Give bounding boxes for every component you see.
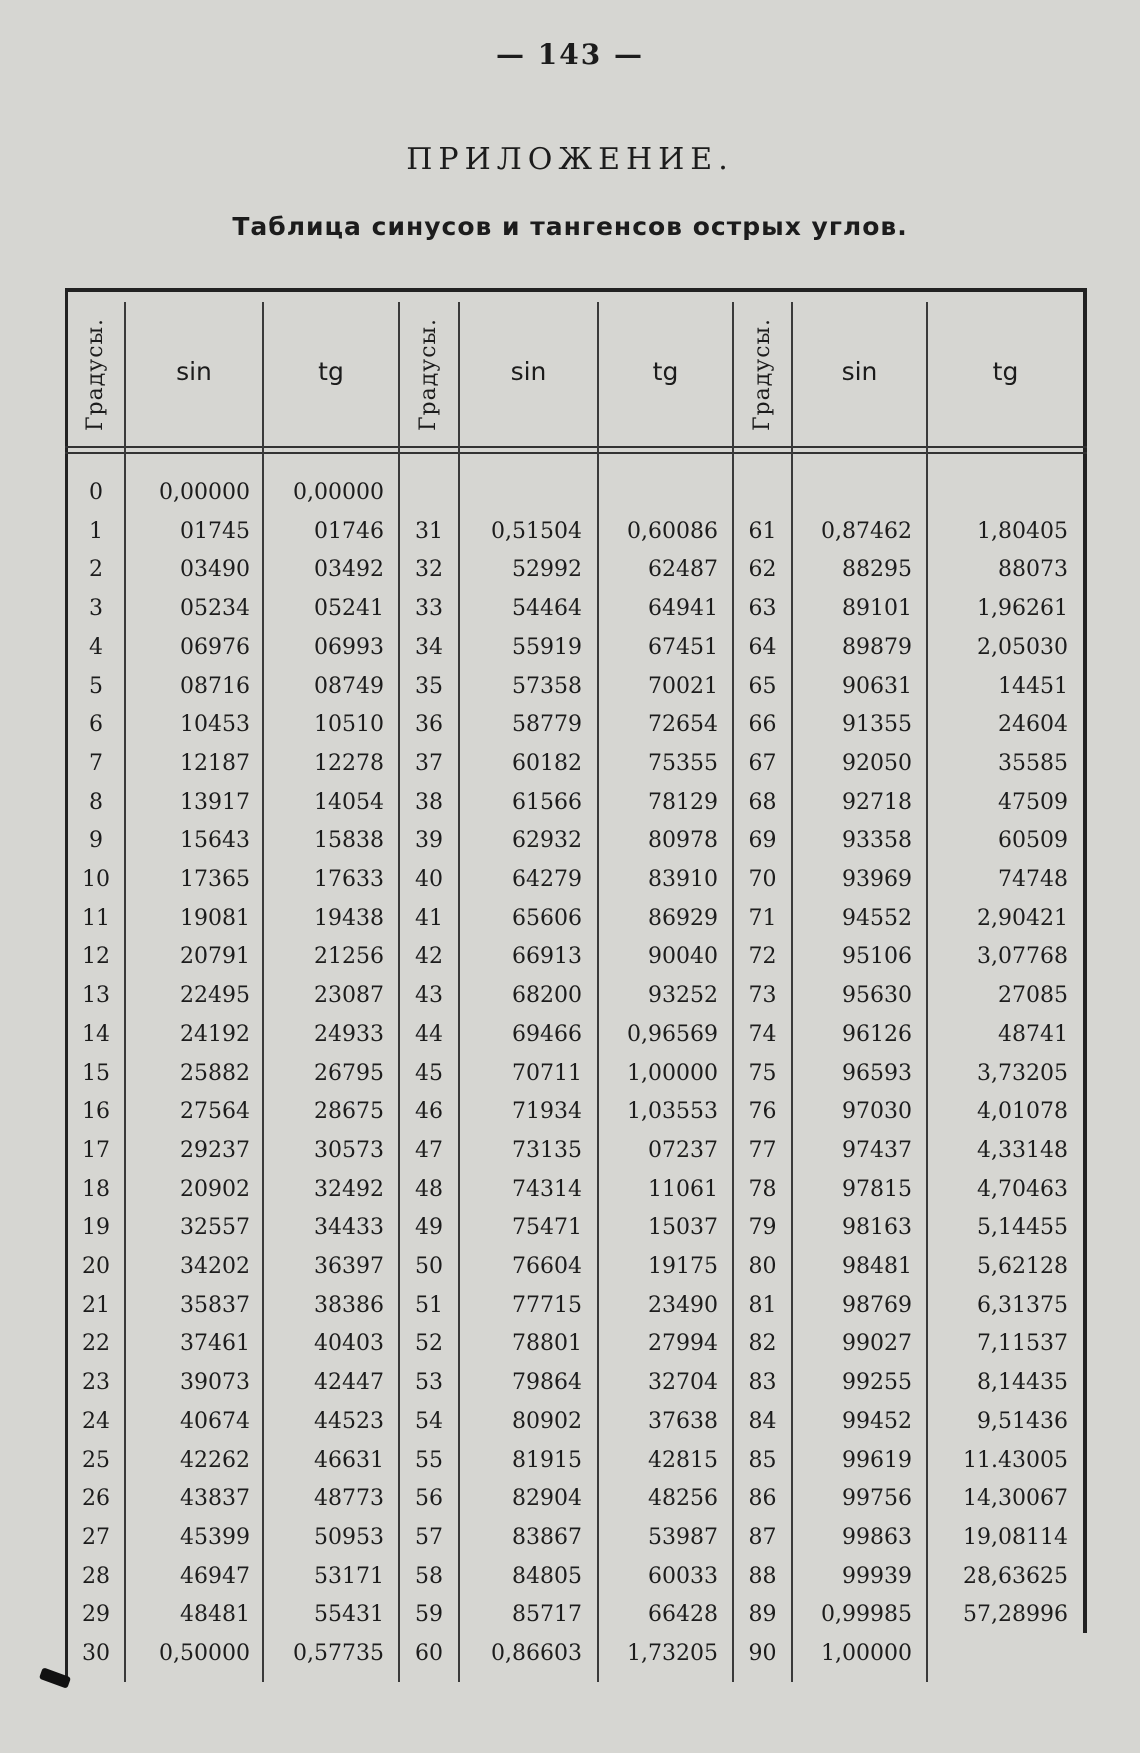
table-cell: 12278: [314, 750, 384, 776]
table-cell: 5: [89, 673, 103, 699]
table-cell: 67451: [648, 634, 718, 660]
table-cell: 57358: [512, 673, 582, 699]
sin-tan-table: [65, 288, 1087, 1681]
table-cell: 68: [748, 789, 777, 815]
table-cell: 90: [748, 1641, 777, 1666]
table-cell: 24933: [314, 1021, 384, 1047]
table-cell: 69: [748, 828, 777, 854]
table-cell: 46631: [314, 1447, 384, 1473]
header-divider-double: [65, 452, 1087, 454]
table-cell: 25882: [180, 1060, 250, 1086]
table-cell: 0,86603: [491, 1641, 582, 1666]
table-cell: 89101: [842, 596, 912, 622]
table-cell: 8: [89, 789, 103, 815]
header-divider: [65, 446, 1087, 448]
table-cell: 2: [89, 557, 103, 583]
table-cell: 19081: [180, 905, 250, 931]
table-cell: 38386: [314, 1292, 384, 1318]
table-cell: 90631: [842, 673, 912, 699]
table-cell: 69466: [512, 1021, 582, 1047]
table-cell: 97815: [842, 1176, 912, 1202]
table-cell: 99939: [842, 1563, 912, 1589]
table-cell: 50953: [314, 1524, 384, 1550]
table-cell: 35585: [998, 750, 1068, 776]
table-cell: 78801: [512, 1331, 582, 1357]
table-cell: 06976: [180, 634, 250, 660]
table-cell: 0,00000: [159, 480, 250, 505]
table-cell: 89: [748, 1602, 777, 1628]
table-cell: 7,11537: [977, 1331, 1068, 1357]
table-cell: 97437: [842, 1137, 912, 1163]
table-cell: 0,57735: [293, 1641, 384, 1666]
table-cell: 93969: [842, 867, 912, 892]
table-cell: 59: [415, 1602, 443, 1628]
table-cell: 36: [415, 712, 443, 738]
table-cell: 18: [82, 1176, 110, 1202]
table-cell: 48481: [180, 1602, 250, 1628]
table-cell: 65606: [512, 905, 582, 931]
table-cell: 55: [415, 1447, 443, 1473]
table-cell: 99756: [842, 1486, 912, 1512]
table-cell: 84805: [512, 1563, 582, 1589]
table-cell: 74: [748, 1021, 777, 1047]
table-cell: 0,60086: [627, 518, 718, 544]
header-tg-3: tg: [992, 356, 1019, 386]
table-cell: 30: [82, 1641, 110, 1666]
table-cell: 52992: [512, 557, 582, 583]
table-cell: 19175: [648, 1254, 718, 1279]
table-cell: 99027: [842, 1331, 912, 1357]
table-cell: 95630: [842, 983, 912, 1009]
table-cell: 84: [748, 1408, 777, 1434]
table-cell: 28: [82, 1563, 110, 1589]
table-cell: 48741: [998, 1021, 1068, 1047]
table-cell: 40403: [314, 1331, 384, 1357]
table-cell: 66: [748, 712, 777, 738]
table-cell: 62487: [648, 557, 718, 583]
table-cell: 20791: [180, 944, 250, 970]
table-cell: 75355: [648, 750, 718, 776]
table-cell: 50: [415, 1254, 443, 1279]
table-cell: 27564: [180, 1099, 250, 1125]
table-cell: 37461: [180, 1331, 250, 1357]
table-cell: 4,70463: [977, 1176, 1068, 1202]
table-cell: 29: [82, 1602, 110, 1628]
table-cell: 45: [415, 1060, 443, 1086]
table-cell: 29237: [180, 1137, 250, 1163]
table-cell: 72654: [648, 712, 718, 738]
table-cell: 67: [748, 750, 777, 776]
table-cell: 83910: [648, 867, 718, 892]
table-cell: 26: [82, 1486, 110, 1512]
table-cell: 4: [89, 634, 103, 660]
table-cell: 11: [82, 905, 110, 931]
table-cell: 40674: [180, 1408, 250, 1434]
table-cell: 42262: [180, 1447, 250, 1473]
table-cell: 99452: [842, 1408, 912, 1434]
table-cell: 48773: [314, 1486, 384, 1512]
table-cell: 9: [89, 828, 103, 854]
table-cell: 17633: [314, 867, 384, 892]
table-cell: 01745: [180, 518, 250, 544]
table-cell: 16: [82, 1099, 110, 1125]
table-cell: 11.43005: [963, 1447, 1068, 1473]
table-cell: 42815: [648, 1447, 718, 1473]
table-cell: 85717: [512, 1602, 582, 1628]
table-cell: 12187: [180, 750, 250, 776]
table-cell: 56: [415, 1486, 443, 1512]
table-cell: 0,96569: [627, 1021, 718, 1047]
table-cell: 44523: [314, 1408, 384, 1434]
table-cell: 54464: [512, 596, 582, 622]
table-cell: 27994: [648, 1331, 718, 1357]
table-top-border: [65, 288, 1087, 292]
table-cell: 71: [748, 905, 777, 931]
table-cell: 24: [82, 1408, 110, 1434]
table-cell: 23: [82, 1370, 110, 1396]
table-cell: 70021: [648, 673, 718, 699]
table-cell: 65: [748, 673, 777, 699]
table-cell: 19,08114: [963, 1524, 1068, 1550]
table-cell: 1,00000: [627, 1060, 718, 1086]
table-cell: 34433: [314, 1215, 384, 1241]
table-cell: 92718: [842, 789, 912, 815]
table-cell: 85: [748, 1447, 777, 1473]
table-cell: 01746: [314, 518, 384, 544]
table-cell: 0,00000: [293, 480, 384, 505]
table-cell: 03490: [180, 557, 250, 583]
table-cell: 34: [415, 634, 443, 660]
header-sin-3: sin: [841, 356, 878, 386]
table-cell: 43: [415, 983, 443, 1009]
table-cell: 08716: [180, 673, 250, 699]
table-cell: 28,63625: [963, 1563, 1068, 1589]
table-cell: 62932: [512, 828, 582, 854]
table-cell: 75: [748, 1060, 777, 1086]
table-cell: 53171: [314, 1563, 384, 1589]
table-cell: 93252: [648, 983, 718, 1009]
table-cell: 83: [748, 1370, 777, 1396]
table-cell: 21: [82, 1292, 110, 1318]
table-cell: 57: [415, 1524, 443, 1550]
table-cell: 14,30067: [963, 1486, 1068, 1512]
table-cell: 0: [89, 480, 103, 505]
table-cell: 05234: [180, 596, 250, 622]
table-cell: 0,51504: [491, 518, 582, 544]
table-cell: 10510: [314, 712, 384, 738]
table-cell: 79: [748, 1215, 777, 1241]
table-cell: 42447: [314, 1370, 384, 1396]
table-cell: 1,00000: [821, 1641, 912, 1666]
table-cell: 94552: [842, 905, 912, 931]
table-cell: 32704: [648, 1370, 718, 1396]
table-cell: 41: [415, 905, 443, 931]
table-cell: 0,87462: [821, 518, 912, 544]
table-cell: 03492: [314, 557, 384, 583]
table-cell: 13: [82, 983, 110, 1009]
table-cell: 22495: [180, 983, 250, 1009]
table-cell: 62: [748, 557, 777, 583]
table-cell: 0,99985: [821, 1602, 912, 1628]
table-cell: 82904: [512, 1486, 582, 1512]
table-cell: 38: [415, 789, 443, 815]
table-cell: 32557: [180, 1215, 250, 1241]
header-sin-1: sin: [176, 356, 212, 386]
table-cell: 77: [748, 1137, 777, 1163]
table-cell: 2,90421: [977, 905, 1068, 931]
table-cell: 55431: [314, 1602, 384, 1628]
table-cell: 19438: [314, 905, 384, 931]
table-cell: 17: [82, 1137, 110, 1163]
table-cell: 45399: [180, 1524, 250, 1550]
table-cell: 3,73205: [977, 1060, 1068, 1086]
table-cell: 20902: [180, 1176, 250, 1202]
table-cell: 70711: [512, 1060, 582, 1086]
table-cell: 98481: [842, 1254, 912, 1279]
table-cell: 60509: [998, 828, 1068, 854]
table-cell: 75471: [512, 1215, 582, 1241]
table-cell: 51: [415, 1292, 443, 1318]
table-cell: 74314: [512, 1176, 582, 1202]
table-cell: 4,01078: [977, 1099, 1068, 1125]
table-cell: 27: [82, 1524, 110, 1550]
table-cell: 90040: [648, 944, 718, 970]
header-degrees-2: Градусы.: [416, 317, 442, 431]
table-cell: 17365: [180, 867, 250, 892]
table-cell: 3,07768: [977, 944, 1068, 970]
page-number: — 143 —: [496, 38, 644, 71]
table-cell: 61: [748, 518, 777, 544]
table-cell: 54: [415, 1408, 443, 1434]
table-cell: 63: [748, 596, 777, 622]
table-cell: 30573: [314, 1137, 384, 1163]
table-cell: 68200: [512, 983, 582, 1009]
table-cell: 23087: [314, 983, 384, 1009]
table-cell: 19: [82, 1215, 110, 1241]
table-cell: 35837: [180, 1292, 250, 1318]
table-cell: 89879: [842, 634, 912, 660]
table-cell: 28675: [314, 1099, 384, 1125]
table-cell: 27085: [998, 983, 1068, 1009]
table-cell: 52: [415, 1331, 443, 1357]
table-cell: 77715: [512, 1292, 582, 1318]
table-cell: 05241: [314, 596, 384, 622]
table-cell: 25: [82, 1447, 110, 1473]
table-cell: 96593: [842, 1060, 912, 1086]
table-cell: 37: [415, 750, 443, 776]
table-cell: 24604: [998, 712, 1068, 738]
table-cell: 42: [415, 944, 443, 970]
table-cell: 14451: [998, 673, 1068, 699]
table-cell: 6: [89, 712, 103, 738]
table-cell: 99255: [842, 1370, 912, 1396]
table-cell: 49: [415, 1215, 443, 1241]
table-title: Таблица синусов и тангенсов острых углов.: [232, 212, 908, 241]
table-cell: 78: [748, 1176, 777, 1202]
table-cell: 32: [415, 557, 443, 583]
table-cell: 80978: [648, 828, 718, 854]
table-cell: 36397: [314, 1254, 384, 1279]
table-cell: 86: [748, 1486, 777, 1512]
table-cell: 08749: [314, 673, 384, 699]
table-cell: 97030: [842, 1099, 912, 1125]
table-cell: 64279: [512, 867, 582, 892]
table-cell: 48: [415, 1176, 443, 1202]
table-cell: 99863: [842, 1524, 912, 1550]
table-cell: 71934: [512, 1099, 582, 1125]
table-cell: 1,03553: [627, 1099, 718, 1125]
table-cell: 81: [748, 1292, 777, 1318]
table-cell: 53987: [648, 1524, 718, 1550]
table-cell: 80902: [512, 1408, 582, 1434]
table-cell: 82: [748, 1331, 777, 1357]
table-cell: 66913: [512, 944, 582, 970]
table-cell: 60182: [512, 750, 582, 776]
header-degrees-1: Градусы.: [83, 317, 109, 431]
table-cell: 44: [415, 1021, 443, 1047]
table-cell: 60033: [648, 1563, 718, 1589]
table-cell: 10: [82, 867, 110, 892]
table-cell: 06993: [314, 634, 384, 660]
table-cell: 81915: [512, 1447, 582, 1473]
table-cell: 1,73205: [627, 1641, 718, 1666]
table-cell: 20: [82, 1254, 110, 1279]
table-cell: 15643: [180, 828, 250, 854]
table-cell: 53: [415, 1370, 443, 1396]
header-degrees-3: Градусы.: [750, 317, 775, 431]
table-cell: 76: [748, 1099, 777, 1125]
table-cell: 39073: [180, 1370, 250, 1396]
table-cell: 58779: [512, 712, 582, 738]
table-cell: 07237: [648, 1137, 718, 1163]
table-cell: 40: [415, 867, 443, 892]
table-cell: 47509: [998, 789, 1068, 815]
table-cell: 13917: [180, 789, 250, 815]
table-cell: 14: [82, 1021, 110, 1047]
table-cell: 79864: [512, 1370, 582, 1396]
table-cell: 78129: [648, 789, 718, 815]
table-cell: 21256: [314, 944, 384, 970]
table-cell: 26795: [314, 1060, 384, 1086]
table-cell: 5,62128: [977, 1254, 1068, 1279]
table-cell: 73: [748, 983, 777, 1009]
table-cell: 57,28996: [963, 1602, 1068, 1628]
table-cell: 96126: [842, 1021, 912, 1047]
table-cell: 35: [415, 673, 443, 699]
header-tg-1: tg: [318, 356, 344, 386]
table-cell: 83867: [512, 1524, 582, 1550]
table-cell: 64: [748, 634, 777, 660]
table-cell: 73135: [512, 1137, 582, 1163]
table-cell: 46: [415, 1099, 443, 1125]
header-sin-2: sin: [510, 356, 547, 386]
table-cell: 70: [748, 867, 777, 892]
table-cell: 72: [748, 944, 777, 970]
table-cell: 92050: [842, 750, 912, 776]
table-cell: 7: [89, 750, 103, 776]
table-cell: 11061: [648, 1176, 718, 1202]
table-cell: 88: [748, 1563, 777, 1589]
table-cell: 4,33148: [977, 1137, 1068, 1163]
table-cell: 39: [415, 828, 443, 854]
table-cell: 5,14455: [977, 1215, 1068, 1241]
table-cell: 43837: [180, 1486, 250, 1512]
table-cell: 15838: [314, 828, 384, 854]
table-cell: 2,05030: [977, 634, 1068, 660]
table-cell: 6,31375: [977, 1292, 1068, 1318]
table-cell: 34202: [180, 1254, 250, 1279]
table-cell: 1,80405: [977, 518, 1068, 544]
table-cell: 3: [89, 596, 103, 622]
table-cell: 93358: [842, 828, 912, 854]
table-cell: 31: [415, 518, 443, 544]
table-cell: 15037: [648, 1215, 718, 1241]
table-cell: 61566: [512, 789, 582, 815]
table-cell: 37638: [648, 1408, 718, 1434]
table-cell: 87: [748, 1524, 777, 1550]
table-cell: 98163: [842, 1215, 912, 1241]
table-cell: 32492: [314, 1176, 384, 1202]
table-cell: 23490: [648, 1292, 718, 1318]
table-cell: 74748: [998, 867, 1068, 892]
table-cell: 33: [415, 596, 443, 622]
table-cell: 46947: [180, 1563, 250, 1589]
table-cell: 12: [82, 944, 110, 970]
header-tg-2: tg: [652, 356, 679, 386]
table-cell: 88295: [842, 557, 912, 583]
table-cell: 55919: [512, 634, 582, 660]
table-cell: 99619: [842, 1447, 912, 1473]
table-cell: 10453: [180, 712, 250, 738]
appendix-heading: ПРИЛОЖЕНИЕ.: [406, 142, 734, 177]
table-cell: 60: [415, 1641, 443, 1666]
table-cell: 66428: [648, 1602, 718, 1628]
table-cell: 1: [89, 518, 103, 544]
table-cell: 80: [748, 1254, 777, 1279]
table-cell: 15: [82, 1060, 110, 1086]
table-cell: 14054: [314, 789, 384, 815]
table-cell: 88073: [998, 557, 1068, 583]
table-cell: 64941: [648, 596, 718, 622]
table-cell: 98769: [842, 1292, 912, 1318]
table-cell: 48256: [648, 1486, 718, 1512]
table-cell: 8,14435: [977, 1370, 1068, 1396]
table-cell: 58: [415, 1563, 443, 1589]
table-right-border: [1083, 288, 1087, 1633]
table-cell: 76604: [512, 1254, 582, 1279]
table-cell: 22: [82, 1331, 110, 1357]
table-cell: 91355: [842, 712, 912, 738]
table-cell: 95106: [842, 944, 912, 970]
table-cell: 47: [415, 1137, 443, 1163]
table-cell: 86929: [648, 905, 718, 931]
table-cell: 0,50000: [159, 1641, 250, 1666]
table-cell: 1,96261: [977, 596, 1068, 622]
table-cell: 9,51436: [977, 1408, 1068, 1434]
table-cell: 24192: [180, 1021, 250, 1047]
